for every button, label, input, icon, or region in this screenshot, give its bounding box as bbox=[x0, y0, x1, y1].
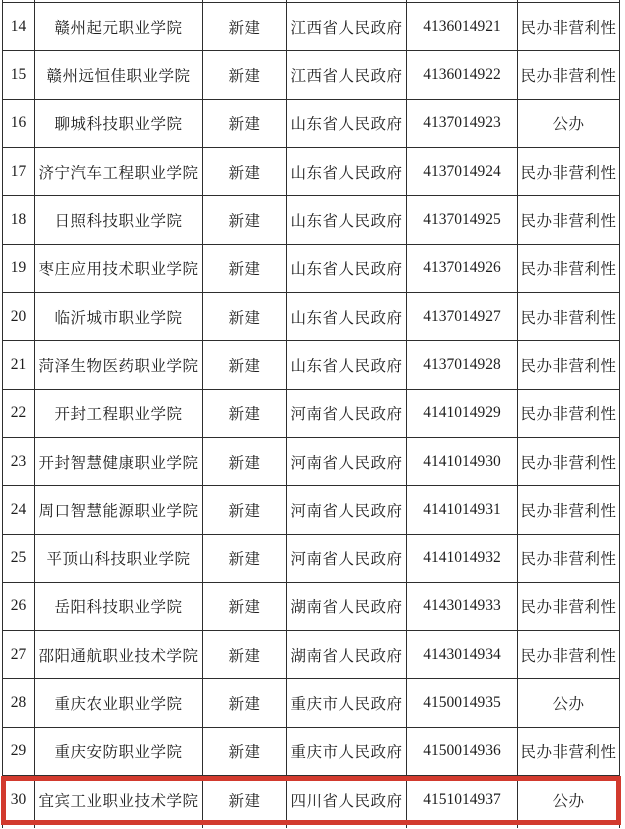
school-code-cell: 4136014922 bbox=[407, 51, 518, 99]
row-number-cell: 18 bbox=[3, 196, 35, 244]
school-code-cell: 4150014936 bbox=[407, 727, 518, 775]
school-name-cell: 日照科技职业学院 bbox=[35, 196, 203, 244]
school-code-cell: 4141014932 bbox=[407, 534, 518, 582]
authority-cell: 江西省人民政府 bbox=[287, 51, 407, 99]
ownership-cell: 民办非营利性 bbox=[518, 51, 620, 99]
table-row bbox=[3, 631, 620, 679]
build-mode-cell: 新建 bbox=[203, 292, 287, 340]
school-name-cell: 宜宾工业职业技术学院 bbox=[35, 776, 203, 824]
table-row bbox=[3, 147, 620, 195]
table-row bbox=[3, 486, 620, 534]
build-mode-cell: 新建 bbox=[203, 2, 287, 50]
authority-cell: 山东省人民政府 bbox=[287, 99, 407, 147]
school-code-cell: 4141014930 bbox=[407, 437, 518, 485]
school-name-cell: 赣州起元职业学院 bbox=[35, 2, 203, 50]
school-code-cell: 4136014921 bbox=[407, 2, 518, 50]
table-body bbox=[3, 0, 620, 828]
school-code-cell: 4137014925 bbox=[407, 196, 518, 244]
row-number-cell: 22 bbox=[3, 389, 35, 437]
build-mode-cell: 新建 bbox=[203, 341, 287, 389]
table-row bbox=[3, 341, 620, 389]
build-mode-cell: 新建 bbox=[203, 679, 287, 727]
school-code-cell: 4137014926 bbox=[407, 244, 518, 292]
school-name-cell: 邵阳通航职业技术学院 bbox=[35, 631, 203, 679]
school-name-cell: 菏泽生物医药职业学院 bbox=[35, 341, 203, 389]
build-mode-cell: 新建 bbox=[203, 776, 287, 824]
row-number-cell: 17 bbox=[3, 147, 35, 195]
table-row bbox=[3, 99, 620, 147]
row-number-cell: 20 bbox=[3, 292, 35, 340]
partial-cell bbox=[203, 824, 287, 828]
authority-cell: 河南省人民政府 bbox=[287, 486, 407, 534]
partial-cell bbox=[35, 824, 203, 828]
row-number-cell: 29 bbox=[3, 727, 35, 775]
ownership-cell: 民办非营利性 bbox=[518, 147, 620, 195]
school-code-cell: 4141014929 bbox=[407, 389, 518, 437]
ownership-cell: 民办非营利性 bbox=[518, 582, 620, 630]
build-mode-cell: 新建 bbox=[203, 534, 287, 582]
school-name-cell: 周口智慧能源职业学院 bbox=[35, 486, 203, 534]
build-mode-cell: 新建 bbox=[203, 389, 287, 437]
authority-cell: 江西省人民政府 bbox=[287, 2, 407, 50]
school-name-cell: 开封智慧健康职业学院 bbox=[35, 437, 203, 485]
ownership-cell: 公办 bbox=[518, 99, 620, 147]
row-number-cell: 23 bbox=[3, 437, 35, 485]
table-row bbox=[3, 776, 620, 824]
authority-cell: 山东省人民政府 bbox=[287, 244, 407, 292]
ownership-cell: 民办非营利性 bbox=[518, 244, 620, 292]
row-number-cell: 24 bbox=[3, 486, 35, 534]
ownership-cell: 民办非营利性 bbox=[518, 341, 620, 389]
school-name-cell: 临沂城市职业学院 bbox=[35, 292, 203, 340]
row-number-cell: 16 bbox=[3, 99, 35, 147]
authority-cell: 重庆市人民政府 bbox=[287, 679, 407, 727]
partial-cell bbox=[407, 824, 518, 828]
school-code-cell: 4137014928 bbox=[407, 341, 518, 389]
table-row bbox=[3, 2, 620, 50]
build-mode-cell: 新建 bbox=[203, 99, 287, 147]
school-name-cell: 重庆农业职业学院 bbox=[35, 679, 203, 727]
school-code-cell: 4141014931 bbox=[407, 486, 518, 534]
authority-cell: 河南省人民政府 bbox=[287, 534, 407, 582]
authority-cell: 四川省人民政府 bbox=[287, 776, 407, 824]
build-mode-cell: 新建 bbox=[203, 196, 287, 244]
ownership-cell: 民办非营利性 bbox=[518, 292, 620, 340]
school-name-cell: 济宁汽车工程职业学院 bbox=[35, 147, 203, 195]
school-code-cell: 4151014937 bbox=[407, 776, 518, 824]
authority-cell: 重庆市人民政府 bbox=[287, 727, 407, 775]
school-code-cell: 4143014933 bbox=[407, 582, 518, 630]
authority-cell: 河南省人民政府 bbox=[287, 437, 407, 485]
authority-cell: 山东省人民政府 bbox=[287, 292, 407, 340]
row-number-cell: 27 bbox=[3, 631, 35, 679]
school-code-cell: 4137014927 bbox=[407, 292, 518, 340]
ownership-cell: 公办 bbox=[518, 776, 620, 824]
row-number-cell: 26 bbox=[3, 582, 35, 630]
table-row bbox=[3, 196, 620, 244]
ownership-cell: 民办非营利性 bbox=[518, 2, 620, 50]
ownership-cell: 民办非营利性 bbox=[518, 534, 620, 582]
ownership-cell: 民办非营利性 bbox=[518, 727, 620, 775]
school-code-cell: 4137014923 bbox=[407, 99, 518, 147]
authority-cell: 河南省人民政府 bbox=[287, 389, 407, 437]
ownership-cell: 民办非营利性 bbox=[518, 631, 620, 679]
school-code-cell: 4150014935 bbox=[407, 679, 518, 727]
table-row bbox=[3, 727, 620, 775]
build-mode-cell: 新建 bbox=[203, 631, 287, 679]
build-mode-cell: 新建 bbox=[203, 244, 287, 292]
authority-cell: 湖南省人民政府 bbox=[287, 582, 407, 630]
partial-cell bbox=[518, 824, 620, 828]
partial-cell bbox=[287, 824, 407, 828]
build-mode-cell: 新建 bbox=[203, 437, 287, 485]
ownership-cell: 民办非营利性 bbox=[518, 196, 620, 244]
school-name-cell: 枣庄应用技术职业学院 bbox=[35, 244, 203, 292]
table-row bbox=[3, 534, 620, 582]
table-row bbox=[3, 244, 620, 292]
school-code-cell: 4143014934 bbox=[407, 631, 518, 679]
colleges-table bbox=[2, 0, 620, 828]
build-mode-cell: 新建 bbox=[203, 582, 287, 630]
build-mode-cell: 新建 bbox=[203, 147, 287, 195]
ownership-cell: 民办非营利性 bbox=[518, 486, 620, 534]
row-number-cell: 15 bbox=[3, 51, 35, 99]
table-row bbox=[3, 389, 620, 437]
build-mode-cell: 新建 bbox=[203, 486, 287, 534]
row-number-cell: 28 bbox=[3, 679, 35, 727]
ownership-cell: 民办非营利性 bbox=[518, 389, 620, 437]
build-mode-cell: 新建 bbox=[203, 51, 287, 99]
table-row bbox=[3, 679, 620, 727]
row-number-cell: 25 bbox=[3, 534, 35, 582]
authority-cell: 山东省人民政府 bbox=[287, 196, 407, 244]
table-row bbox=[3, 437, 620, 485]
school-name-cell: 平顶山科技职业学院 bbox=[35, 534, 203, 582]
school-name-cell: 重庆安防职业学院 bbox=[35, 727, 203, 775]
authority-cell: 山东省人民政府 bbox=[287, 341, 407, 389]
authority-cell: 山东省人民政府 bbox=[287, 147, 407, 195]
school-name-cell: 赣州远恒佳职业学院 bbox=[35, 51, 203, 99]
school-name-cell: 聊城科技职业学院 bbox=[35, 99, 203, 147]
table-row bbox=[3, 582, 620, 630]
row-number-cell: 21 bbox=[3, 341, 35, 389]
table-row bbox=[3, 51, 620, 99]
partial-cell bbox=[3, 824, 35, 828]
school-code-cell: 4137014924 bbox=[407, 147, 518, 195]
authority-cell: 湖南省人民政府 bbox=[287, 631, 407, 679]
ownership-cell: 公办 bbox=[518, 679, 620, 727]
partial-row-bottom bbox=[3, 824, 620, 828]
row-number-cell: 19 bbox=[3, 244, 35, 292]
row-number-cell: 30 bbox=[3, 776, 35, 824]
build-mode-cell: 新建 bbox=[203, 727, 287, 775]
school-name-cell: 岳阳科技职业学院 bbox=[35, 582, 203, 630]
row-number-cell: 14 bbox=[3, 2, 35, 50]
school-name-cell: 开封工程职业学院 bbox=[35, 389, 203, 437]
table-row bbox=[3, 292, 620, 340]
ownership-cell: 民办非营利性 bbox=[518, 437, 620, 485]
colleges-table-wrap bbox=[2, 0, 620, 828]
